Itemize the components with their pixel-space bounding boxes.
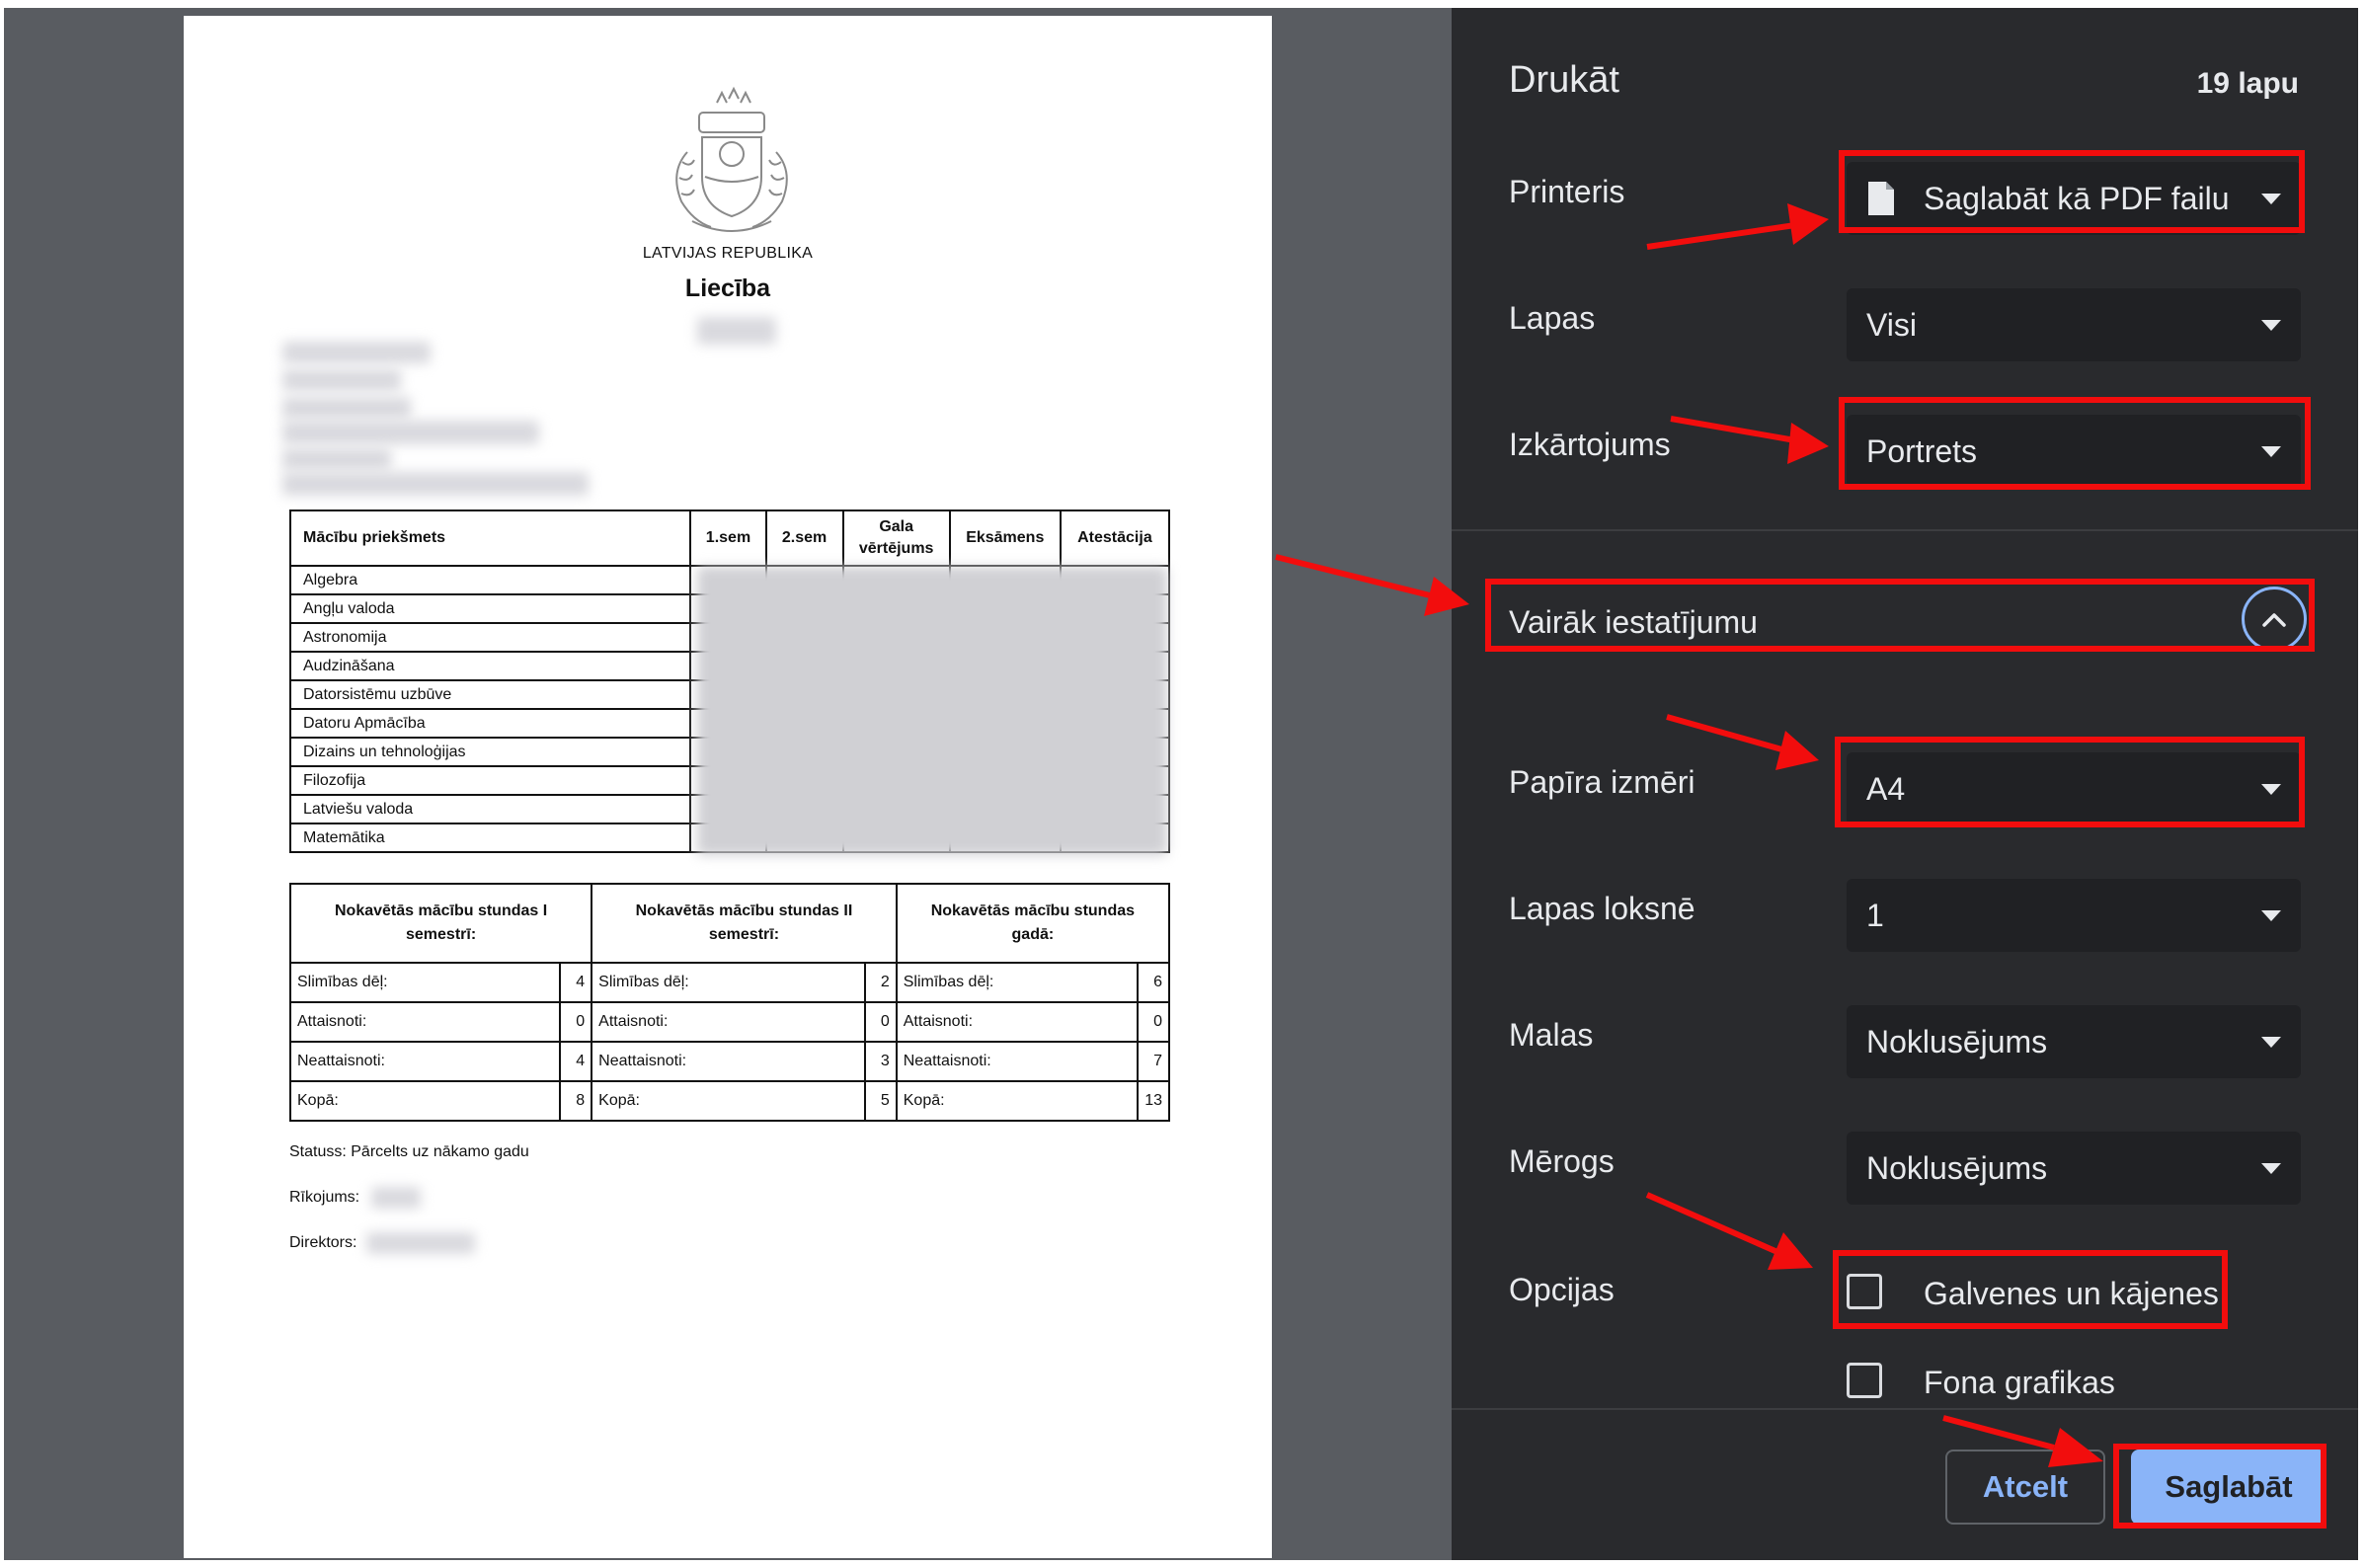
absence-label-cell: Attaisnoti: [897, 1002, 1138, 1042]
absence-value-cell: 0 [560, 1002, 592, 1042]
absence-label-cell: Neattaisnoti: [592, 1042, 865, 1081]
print-preview-area [4, 8, 1452, 1560]
redacted-text [282, 448, 391, 470]
printer-value: Saglabāt kā PDF failu [1924, 180, 2230, 216]
column-header: Nokavētās mācību stundas II semestrī: [592, 884, 897, 963]
subject-cell: Dizains un tehnoloģijas [290, 738, 690, 766]
column-header: Eksāmens [950, 510, 1061, 566]
redacted-text [371, 1187, 421, 1209]
absence-value-cell: 4 [560, 1042, 592, 1081]
paper-size-value: A4 [1866, 770, 1906, 807]
printer-label: Printeris [1509, 174, 1625, 209]
pages-label: Lapas [1509, 300, 1596, 336]
table-row [290, 1002, 1169, 1042]
paper-size-label: Papīra izmēri [1509, 764, 1696, 800]
absence-label-cell: Slimības dēļ: [290, 963, 560, 1002]
absence-value-cell: 2 [865, 963, 897, 1002]
table-row [290, 1042, 1169, 1081]
highlight-headers-footers [1833, 1250, 2228, 1329]
country-name: LATVIJAS REPUBLIKA [642, 245, 814, 262]
highlight-paper-size [1835, 737, 2305, 827]
absence-value-cell: 0 [1138, 1002, 1169, 1042]
absence-value-cell: 3 [865, 1042, 897, 1081]
document-title: Liecība [684, 274, 771, 302]
pages-per-sheet-value: 1 [1866, 897, 1884, 933]
absence-value-cell: 5 [865, 1081, 897, 1121]
subject-cell: Algebra [290, 566, 690, 594]
redacted-text [282, 421, 539, 444]
save-button[interactable]: Saglabāt [2131, 1450, 2327, 1525]
subject-cell: Audzināšana [290, 652, 690, 680]
column-header: 2.sem [766, 510, 843, 566]
subject-cell: Filozofija [290, 766, 690, 795]
headers-footers-label[interactable]: Galvenes un kājenes [1924, 1276, 2219, 1311]
subject-cell: Matemātika [290, 823, 690, 852]
status-text: Statuss: Pārcelts uz nākamo gadu [289, 1143, 529, 1160]
chevron-down-icon [2261, 320, 2281, 331]
layout-value: Portrets [1866, 432, 1978, 469]
divider [1452, 1408, 2358, 1410]
scale-label: Mērogs [1509, 1143, 1615, 1179]
director-label: Direktors: [289, 1234, 357, 1251]
table-row [290, 1081, 1169, 1121]
redacted-text [366, 1232, 475, 1254]
highlight-layout [1839, 397, 2311, 490]
page-count: 19 lapu [2196, 67, 2299, 100]
absence-value-cell: 13 [1138, 1081, 1169, 1121]
pages-value: Visi [1866, 306, 1917, 343]
table-row [290, 963, 1169, 1002]
absence-label-cell: Neattaisnoti: [290, 1042, 560, 1081]
divider [1452, 529, 2358, 531]
absence-value-cell: 6 [1138, 963, 1169, 1002]
absence-label-cell: Kopā: [290, 1081, 560, 1121]
subject-cell: Astronomija [290, 623, 690, 652]
subject-cell: Latviešu valoda [290, 795, 690, 823]
column-header: Nokavētās mācību stundas I semestrī: [290, 884, 592, 963]
column-header: Atestācija [1061, 510, 1169, 566]
absence-label-cell: Neattaisnoti: [897, 1042, 1138, 1081]
absence-label-cell: Slimības dēļ: [897, 963, 1138, 1002]
absence-value-cell: 0 [865, 1002, 897, 1042]
absence-label-cell: Attaisnoti: [290, 1002, 560, 1042]
scale-value: Noklusējums [1866, 1149, 2048, 1186]
absence-label-cell: Slimības dēļ: [592, 963, 865, 1002]
margins-select[interactable] [1847, 1005, 2301, 1078]
redacted-grades [697, 567, 1167, 855]
background-graphics-checkbox[interactable] [1847, 1363, 1882, 1398]
absence-table [289, 883, 1170, 1122]
absence-label-cell: Attaisnoti: [592, 1002, 865, 1042]
options-label: Opcijas [1509, 1272, 1615, 1307]
scale-select[interactable] [1847, 1132, 2301, 1205]
coat-of-arms-icon [658, 83, 806, 241]
chevron-down-icon [2261, 910, 2281, 921]
panel-title: Drukāt [1509, 59, 1619, 101]
order-label: Rīkojums: [289, 1189, 360, 1206]
column-header: Nokavētās mācību stundas gadā: [897, 884, 1169, 963]
absence-label-cell: Kopā: [897, 1081, 1138, 1121]
pages-per-sheet-select[interactable] [1847, 879, 2301, 952]
pages-select[interactable] [1847, 288, 2301, 361]
redacted-text [282, 369, 401, 391]
redacted-text [697, 317, 776, 345]
subject-cell: Angļu valoda [290, 594, 690, 623]
redacted-text [282, 397, 411, 419]
more-settings-toggle[interactable]: Vairāk iestatījumu [1509, 604, 1758, 640]
table-header-row [290, 510, 1169, 566]
absence-value-cell: 8 [560, 1081, 592, 1121]
column-header: Gala vērtējums [843, 510, 950, 566]
redacted-text [282, 342, 431, 363]
layout-label: Izkārtojums [1509, 427, 1671, 462]
cancel-button[interactable]: Atcelt [1945, 1450, 2105, 1525]
highlight-save [2113, 1444, 2327, 1529]
redacted-text [282, 472, 589, 496]
pages-per-sheet-label: Lapas loksnē [1509, 891, 1696, 926]
column-header: Mācību priekšmets [290, 510, 690, 566]
background-graphics-label[interactable]: Fona grafikas [1924, 1365, 2115, 1400]
subject-cell: Datorsistēmu uzbūve [290, 680, 690, 709]
absence-label-cell: Kopā: [592, 1081, 865, 1121]
column-header: 1.sem [690, 510, 765, 566]
margins-value: Noklusējums [1866, 1023, 2048, 1059]
highlight-printer [1839, 150, 2305, 233]
highlight-more-settings [1485, 579, 2315, 652]
table-header-row [290, 884, 1169, 963]
chevron-down-icon [2261, 1163, 2281, 1174]
absence-value-cell: 4 [560, 963, 592, 1002]
preview-page [184, 16, 1272, 1558]
chevron-down-icon [2261, 1037, 2281, 1048]
margins-label: Malas [1509, 1017, 1594, 1053]
subject-cell: Datoru Apmācība [290, 709, 690, 738]
absence-value-cell: 7 [1138, 1042, 1169, 1081]
